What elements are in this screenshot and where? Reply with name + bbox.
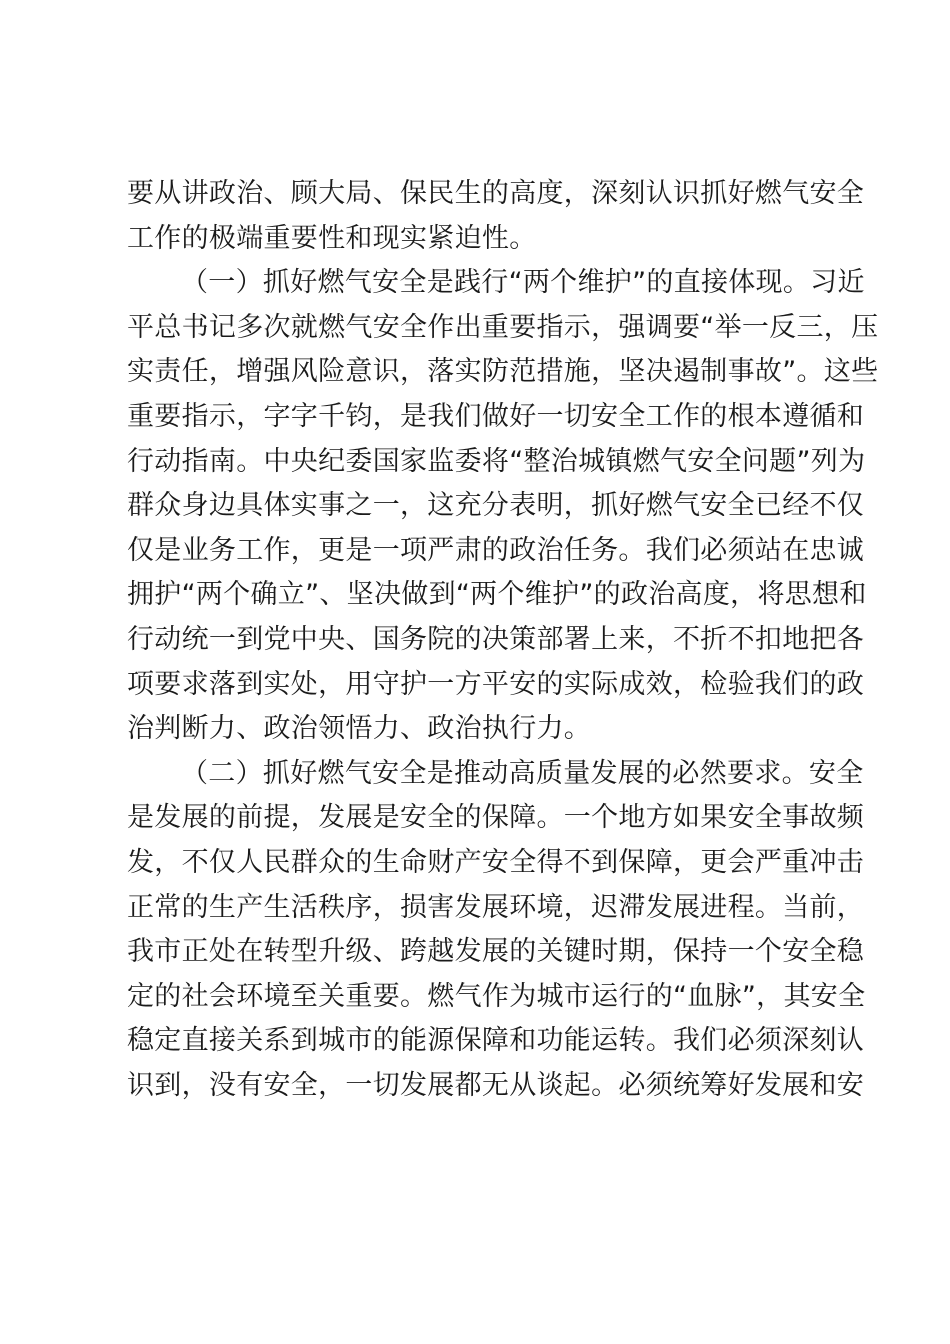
text-line: 定的社会环境至关重要。燃气作为城市运行的“血脉”，其安全 — [127, 980, 866, 1012]
text-line: 实责任，增强风险意识，落实防范措施，坚决遏制事故”。这些 — [127, 356, 879, 388]
text-line: 是发展的前提，发展是安全的保障。一个地方如果安全事故频 — [127, 802, 865, 834]
text-line: 治判断力、政治领悟力、政治执行力。 — [127, 713, 592, 745]
paragraph-intro-continuation — [127, 172, 865, 261]
text-line: 项要求落到实处，用守护一方平安的实际成效，检验我们的政 — [127, 668, 865, 700]
text-line: 稳定直接关系到城市的能源保障和功能运转。我们必须深刻认 — [127, 1025, 865, 1057]
text-line: 平总书记多次就燃气安全作出重要指示，强调要“举一反三，压 — [127, 311, 879, 343]
document-body — [127, 172, 879, 1108]
text-line: 行动指南。中央纪委国家监委将“整治城镇燃气安全问题”列为 — [127, 445, 866, 477]
text-line: 正常的生产生活秩序，损害发展环境，迟滞发展进程。当前， — [127, 891, 865, 923]
text-line: 拥护“两个确立”、坚决做到“两个维护”的政治高度，将思想和 — [127, 579, 867, 611]
text-line: 我市正处在转型升级、跨越发展的关键时期，保持一个安全稳 — [127, 936, 865, 968]
text-line: 群众身边具体实事之一，这充分表明，抓好燃气安全已经不仅 — [127, 490, 865, 522]
text-line: 重要指示，字字千钧，是我们做好一切安全工作的根本遵循和 — [127, 400, 865, 432]
paragraph-section-2 — [127, 752, 866, 1109]
text-line: 行动统一到党中央、国务院的决策部署上来，不折不扣地把各 — [127, 623, 865, 655]
text-line: （二）抓好燃气安全是推动高质量发展的必然要求。安全 — [181, 757, 864, 789]
text-line: 发，不仅人民群众的生命财产安全得不到保障，更会严重冲击 — [127, 846, 865, 878]
text-line: 识到，没有安全，一切发展都无从谈起。必须统筹好发展和安 — [127, 1069, 865, 1101]
paragraph-section-1 — [127, 261, 879, 752]
text-line: 要从讲政治、顾大局、保民生的高度，深刻认识抓好燃气安全 — [127, 178, 865, 209]
text-line: （一）抓好燃气安全是践行“两个维护”的直接体现。习近 — [181, 267, 865, 299]
text-line: 工作的极端重要性和现实紧迫性。 — [127, 222, 537, 254]
text-line: 仅是业务工作，更是一项严肃的政治任务。我们必须站在忠诚 — [127, 534, 865, 566]
